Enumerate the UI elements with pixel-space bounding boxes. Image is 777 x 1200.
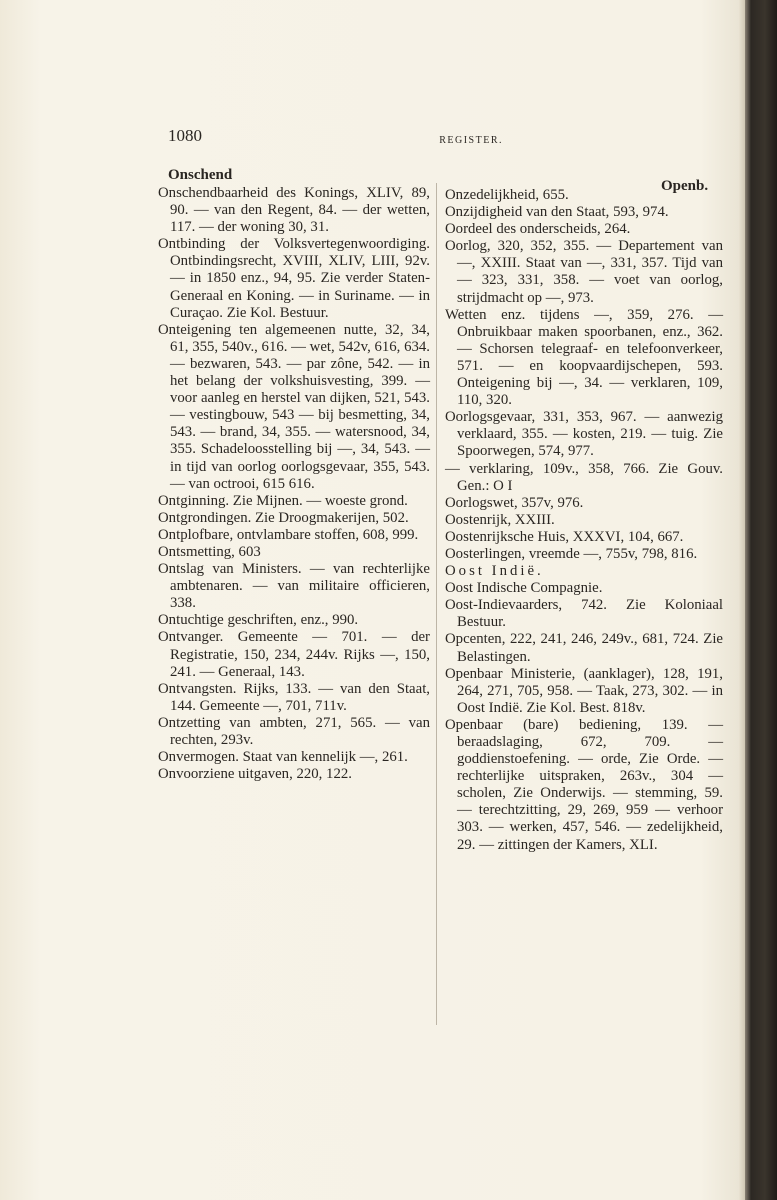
page-header xyxy=(168,126,503,150)
index-entry: Oosterlingen, vreemde —, 755v, 798, 816. xyxy=(445,545,698,562)
left-column xyxy=(158,185,430,783)
running-head: REGISTER. xyxy=(439,135,503,146)
index-entry: Onteigening ten algemeenen nutte, 32, 34, 61, 355, 540v., 616. — wet, 542v, 616, 634. — bezwaren, 543. — par zône, 542. — in het belang der volkshuisvesting, 399. — voor aanleg en herstel van dijken, 521, 543. — vestingbouw, 543 — bij besmetting, 34, 543. — brand, 34, 355. — watersnood, 34, 355. Schadeloosstelling bij —, 34, 543. — in tijd van oorlog oorlogsgevaar, 355, 543. — van octrooi, 615 616. xyxy=(158,321,430,492)
index-entry: Ontvangsten. Rijks, 133. — van den Staat, 144. Gemeente —, 701, 711v. xyxy=(158,680,430,714)
index-entry: Oost Indië. xyxy=(445,563,544,580)
index-entry: Onvermogen. Staat van kennelijk —, 261. xyxy=(158,749,408,766)
index-entry: Ontplofbare, ontvlambare stoffen, 608, 999. xyxy=(158,526,419,543)
index-entry: Oorlog, 320, 352, 355. — Departement van —, XXIII. Staat van —, 331, 357. Tijd van — 323, 331, 358. — voet van oorlog, strijdmacht op —, 973. xyxy=(445,238,723,306)
column-divider xyxy=(436,183,437,1025)
catchword-right: Openb. xyxy=(661,178,709,194)
index-entry: Opcenten, 222, 241, 246, 249v., 681, 724. Zie Belastingen. xyxy=(445,631,723,665)
index-entry: Oost Indische Compagnie. xyxy=(445,580,603,597)
right-column xyxy=(445,187,723,854)
index-entry: Onvoorziene uitgaven, 220, 122. xyxy=(158,766,352,783)
index-entry: Openbaar Ministerie, (aanklager), 128, 191, 264, 271, 705, 958. — Taak, 273, 302. — in Oost Indië. Zie Kol. Best. 818v. xyxy=(445,665,723,716)
index-entry: Onzijdigheid van den Staat, 593, 974. xyxy=(445,204,669,221)
index-entry: — verklaring, 109v., 358, 766. Zie Gouv. Gen.: O I xyxy=(445,460,723,494)
index-entry: Ontslag van Ministers. — van rechterlijke ambtenaren. — van militaire officieren, 338. xyxy=(158,561,430,612)
index-entry: Openbaar (bare) bediening, 139. — beraadslaging, 672, 709. — goddienstoefening. — orde, Zie Orde. — rechterlijke uitspraken, 263v., 304 — scholen, Zie Onderwijs. — stemming, 59. — terechtzitting, 29, 269, 959 — verhoor 303. — werken, 457, 546. — zedelijkheid, 29. — zittingen der Kamers, XLI. xyxy=(445,716,723,853)
page-number: 1080 xyxy=(168,126,202,145)
index-entry: Ontginning. Zie Mijnen. — woeste grond. xyxy=(158,492,408,509)
index-entry: Ontsmetting, 603 xyxy=(158,543,261,560)
index-entry: Oorlogswet, 357v, 976. xyxy=(445,494,584,511)
book-binding xyxy=(745,0,777,1200)
index-entry: Onzedelijkheid, 655. xyxy=(445,187,569,203)
index-entry: Ontgrondingen. Zie Droogmakerijen, 502. xyxy=(158,509,409,526)
index-entry: Oost-Indievaarders, 742. Zie Koloniaal Bestuur. xyxy=(445,597,723,631)
index-entry: Oostenrijksche Huis, XXXVI, 104, 667. xyxy=(445,528,684,545)
index-entry: Ontuchtige geschriften, enz., 990. xyxy=(158,612,359,629)
index-entry: Ontbinding der Volksvertegenwoordiging. Ontbindingsrecht, XVIII, XLIV, LIII, 92v. — in 1850 enz., 94, 95. Zie verder Staten-Generaal en Koning. — in Suriname. — in Curaçao. Zie Kol. Bestuur. xyxy=(158,236,430,321)
index-entry: Wetten enz. tijdens —, 359, 276. — Onbruikbaar maken spoorbanen, enz., 362. — Schorsen telegraaf- en telefoonverkeer, 571. — en koopvaardijschepen, 593. Onteigening bij —, 34. — verklaren, 109, 110, 320. xyxy=(445,306,723,409)
index-entry: Oostenrijk, XXIII. xyxy=(445,511,555,528)
index-entry: Oorlogsgevaar, 331, 353, 967. — aanwezig verklaard, 355. — kosten, 219. — tuig. Zie Spoorwegen, 574, 977. xyxy=(445,409,723,460)
index-entry: Onschendbaarheid des Konings, XLIV, 89, 90. — van den Regent, 84. — der wetten, 117. — der woning 30, 31. xyxy=(158,185,430,236)
index-entry: Ontzetting van ambten, 271, 565. — van rechten, 293v. xyxy=(158,714,430,748)
index-entry: Ontvanger. Gemeente — 701. — der Registratie, 150, 234, 244v. Rijks —, 150, 241. — Generaal, 143. xyxy=(158,629,430,680)
index-entry: Oordeel des onderscheids, 264. xyxy=(445,221,631,238)
catchword-left: Onschend xyxy=(168,167,233,183)
